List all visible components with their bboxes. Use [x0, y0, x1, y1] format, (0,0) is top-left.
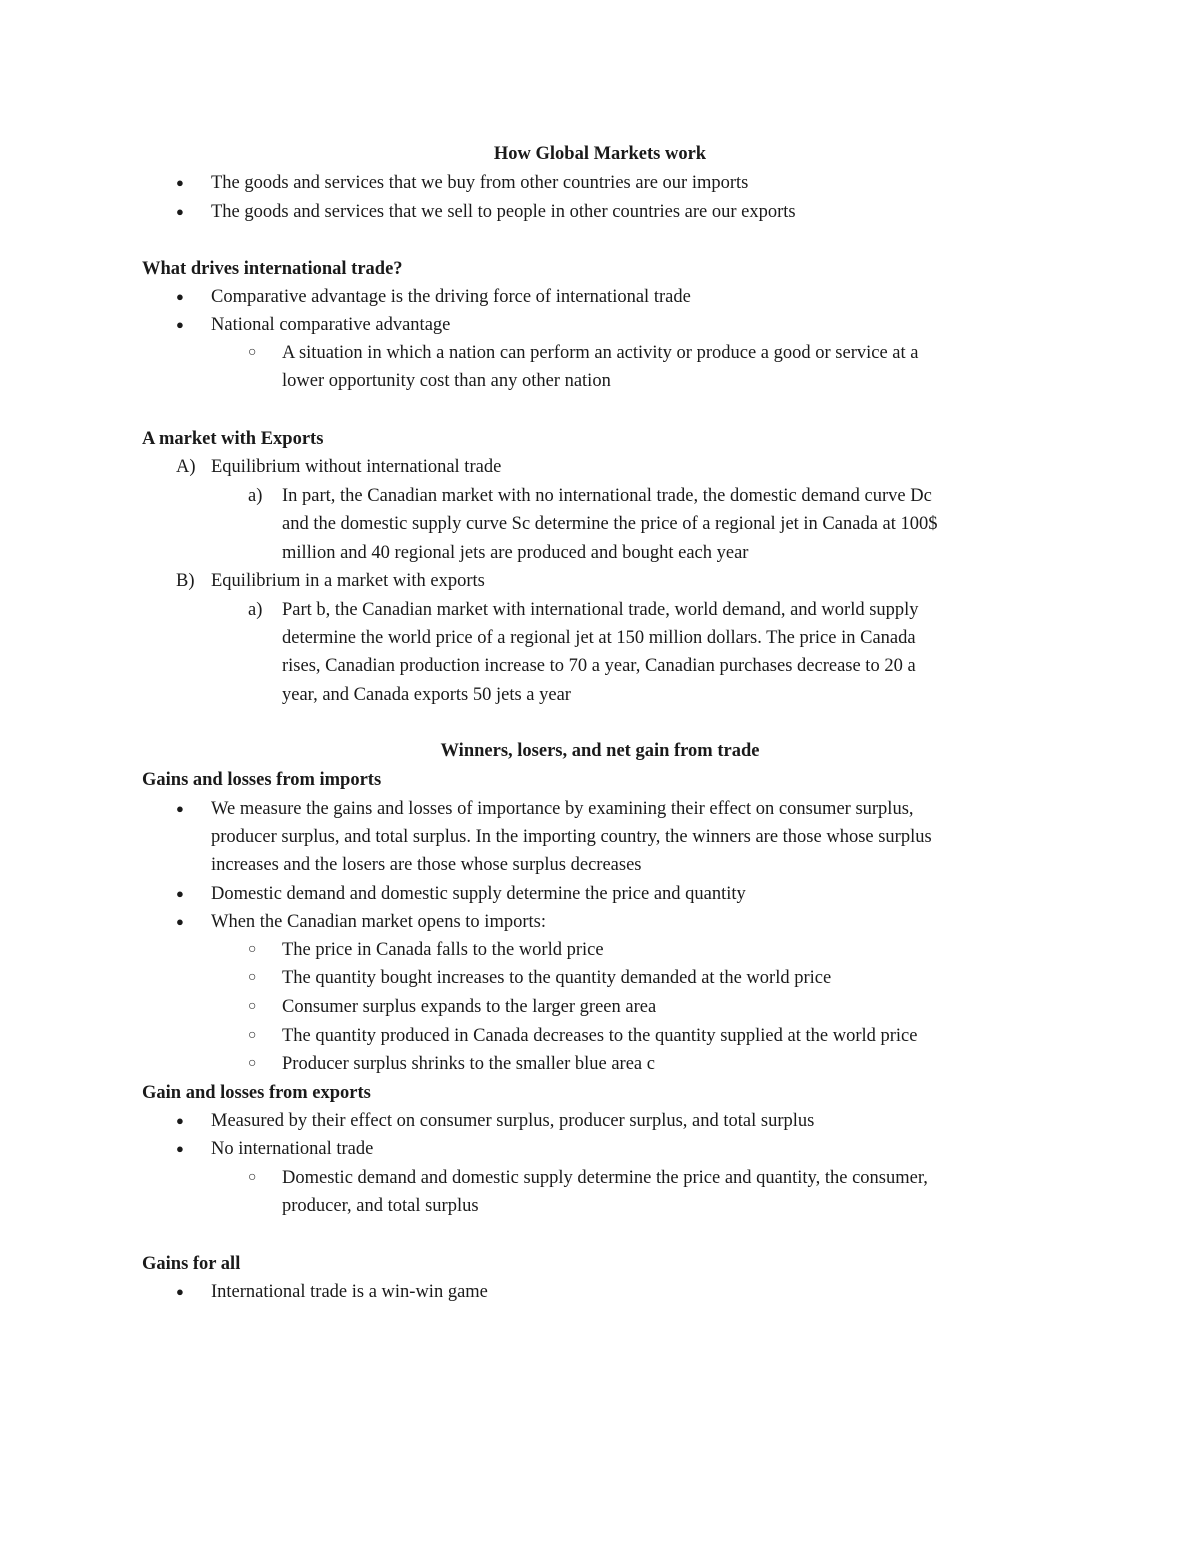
- sub-bullet-definition-cont: lower opportunity cost than any other nation: [282, 371, 611, 391]
- item-b: Equilibrium in a market with exports: [211, 571, 485, 591]
- sub-bullet-icon: ○: [248, 970, 257, 985]
- sub-bullet-icon: ○: [248, 942, 257, 957]
- sub-bullet-quantity-bought: The quantity bought increases to the quantity demanded at the world price: [282, 968, 832, 988]
- sub-bullet-domestic-surplus: Domestic demand and domestic supply determine the price and quantity, the consumer,: [282, 1168, 928, 1188]
- bullet-measure-cont: producer surplus, and total surplus. In the importing country, the winners are those whose surplus: [211, 827, 932, 847]
- sub-bullet-definition: A situation in which a nation can perform an activity or produce a good or service at a: [282, 343, 919, 363]
- bullet-icon: ●: [176, 914, 184, 929]
- bullet-win-win: International trade is a win-win game: [211, 1282, 488, 1302]
- heading-market-exports: A market with Exports: [142, 429, 324, 449]
- list-marker-b: B): [176, 571, 195, 591]
- bullet-no-trade: No international trade: [211, 1139, 374, 1159]
- bullet-icon: ●: [176, 1141, 184, 1156]
- sub-bullet-icon: ○: [248, 345, 257, 360]
- heading-gains-for-all: Gains for all: [142, 1254, 241, 1274]
- heading-gains-exports: Gain and losses from exports: [142, 1083, 371, 1103]
- bullet-icon: ●: [176, 1113, 184, 1128]
- sub-bullet-icon: ○: [248, 1170, 257, 1185]
- bullet-icon: ●: [176, 801, 184, 816]
- sub-bullet-icon: ○: [248, 1056, 257, 1071]
- bullet-icon: ●: [176, 1284, 184, 1299]
- item-a-a-cont: million and 40 regional jets are produced and bought each year: [282, 543, 749, 563]
- bullet-comparative: Comparative advantage is the driving force of international trade: [211, 287, 691, 307]
- list-marker-a: A): [176, 457, 196, 477]
- bullet-icon: ●: [176, 289, 184, 304]
- bullet-exports: The goods and services that we sell to people in other countries are our exports: [211, 202, 796, 222]
- bullet-icon: ●: [176, 175, 184, 190]
- sub-bullet-icon: ○: [248, 1028, 257, 1043]
- item-b-a-cont: rises, Canadian production increase to 70 a year, Canadian purchases decrease to 20 a: [282, 656, 916, 676]
- bullet-national: National comparative advantage: [211, 315, 451, 335]
- sub-bullet-domestic-surplus-cont: producer, and total surplus: [282, 1196, 479, 1216]
- item-b-a: Part b, the Canadian market with international trade, world demand, and world supply: [282, 600, 919, 620]
- item-b-a-cont: year, and Canada exports 50 jets a year: [282, 685, 571, 705]
- item-b-a-cont: determine the world price of a regional jet at 150 million dollars. The price in Canada: [282, 628, 916, 648]
- sub-bullet-producer-surplus: Producer surplus shrinks to the smaller blue area c: [282, 1054, 655, 1074]
- heading-what-drives: What drives international trade?: [142, 259, 403, 279]
- bullet-measure-cont: increases and the losers are those whose surplus decreases: [211, 855, 642, 875]
- bullet-icon: ●: [176, 317, 184, 332]
- sub-bullet-quantity-produced: The quantity produced in Canada decreases to the quantity supplied at the world price: [282, 1026, 918, 1046]
- page-title: How Global Markets work: [493, 144, 707, 164]
- bullet-imports: The goods and services that we buy from other countries are our imports: [211, 173, 749, 193]
- item-a: Equilibrium without international trade: [211, 457, 502, 477]
- sub-bullet-price-falls: The price in Canada falls to the world price: [282, 940, 604, 960]
- bullet-measured: Measured by their effect on consumer surplus, producer surplus, and total surplus: [211, 1111, 815, 1131]
- section-title-winners: Winners, losers, and net gain from trade: [440, 741, 760, 761]
- item-a-a: In part, the Canadian market with no international trade, the domestic demand curve Dc: [282, 486, 932, 506]
- list-marker-b-a: a): [248, 600, 263, 620]
- sub-bullet-consumer-surplus: Consumer surplus expands to the larger green area: [282, 997, 657, 1017]
- heading-gains-imports: Gains and losses from imports: [142, 770, 382, 790]
- list-marker-a-a: a): [248, 486, 263, 506]
- bullet-measure: We measure the gains and losses of importance by examining their effect on consumer surplus,: [211, 799, 914, 819]
- bullet-icon: ●: [176, 204, 184, 219]
- sub-bullet-icon: ○: [248, 999, 257, 1014]
- bullet-opens-imports: When the Canadian market opens to imports:: [211, 912, 546, 932]
- item-a-a-cont: and the domestic supply curve Sc determine the price of a regional jet in Canada at 100$: [282, 514, 938, 534]
- bullet-icon: ●: [176, 886, 184, 901]
- bullet-domestic: Domestic demand and domestic supply determine the price and quantity: [211, 884, 746, 904]
